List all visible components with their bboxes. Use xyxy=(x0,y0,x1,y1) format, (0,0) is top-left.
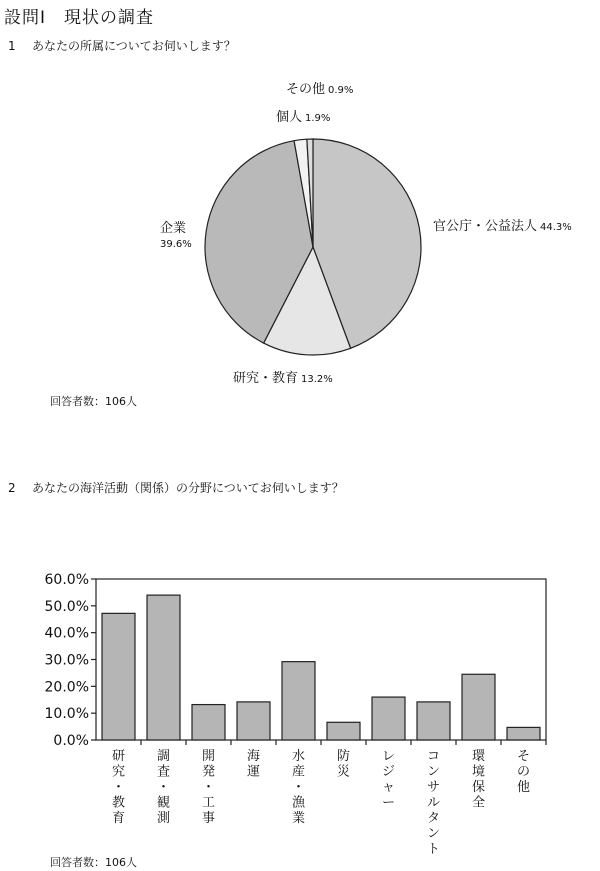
pie-label-4: 個人 1.9% xyxy=(276,110,331,125)
bar-1 xyxy=(102,613,135,740)
y-tick-label: 10.0% xyxy=(44,706,89,723)
section-title: 設問Ⅰ 現状の調査 xyxy=(4,8,155,28)
y-tick-label: 50.0% xyxy=(44,598,89,615)
x-category-label-3: 開発・工事 xyxy=(201,749,216,826)
y-tick-label: 30.0% xyxy=(44,652,89,669)
question-1-text: あなたの所属についてお伺いします？ xyxy=(32,39,236,53)
x-category-label-5: 水産・漁業 xyxy=(291,749,306,826)
x-category-label-2: 調査・観測 xyxy=(156,749,171,826)
y-tick-label: 40.0% xyxy=(44,625,89,642)
x-category-label-10: その他 xyxy=(516,749,531,795)
bar-3 xyxy=(192,705,225,740)
bar-10 xyxy=(507,727,540,740)
x-category-label-4: 海運 xyxy=(246,749,261,780)
x-category-label-8: コンサルタント xyxy=(426,749,441,857)
x-category-label-1: 研究・教育 xyxy=(111,749,126,826)
bar-9 xyxy=(462,674,495,740)
pie-label-5: その他 0.9% xyxy=(286,82,354,97)
pie-value-label-3: 39.6% xyxy=(160,239,192,250)
pie-label-2: 研究・教育 13.2% xyxy=(233,371,333,386)
pie-label-3: 企業 xyxy=(160,221,187,236)
y-tick-label: 60.0% xyxy=(44,572,89,588)
bar-8 xyxy=(417,702,450,740)
respondents-count-q2: 回答者数：106人 xyxy=(50,856,137,869)
question-2-text: あなたの海洋活動（関係）の分野についてお伺いします？ xyxy=(32,481,344,495)
x-category-label-9: 環境保全 xyxy=(471,749,486,811)
y-tick-label: 0.0% xyxy=(53,733,89,749)
y-tick-label: 20.0% xyxy=(44,679,89,696)
respondents-count-q1: 回答者数：106人 xyxy=(50,395,137,408)
bar-7 xyxy=(372,697,405,740)
question-1-number: 1 xyxy=(8,39,16,53)
pie-label-1: 官公庁・公益法人 44.3% xyxy=(433,219,572,234)
bar-6 xyxy=(327,722,360,740)
bar-2 xyxy=(147,595,180,740)
x-category-label-7: レジャー xyxy=(381,749,396,811)
x-category-label-6: 防災 xyxy=(336,749,351,780)
bar-5 xyxy=(282,662,315,740)
bar-4 xyxy=(237,702,270,740)
question-2-number: 2 xyxy=(8,481,16,495)
